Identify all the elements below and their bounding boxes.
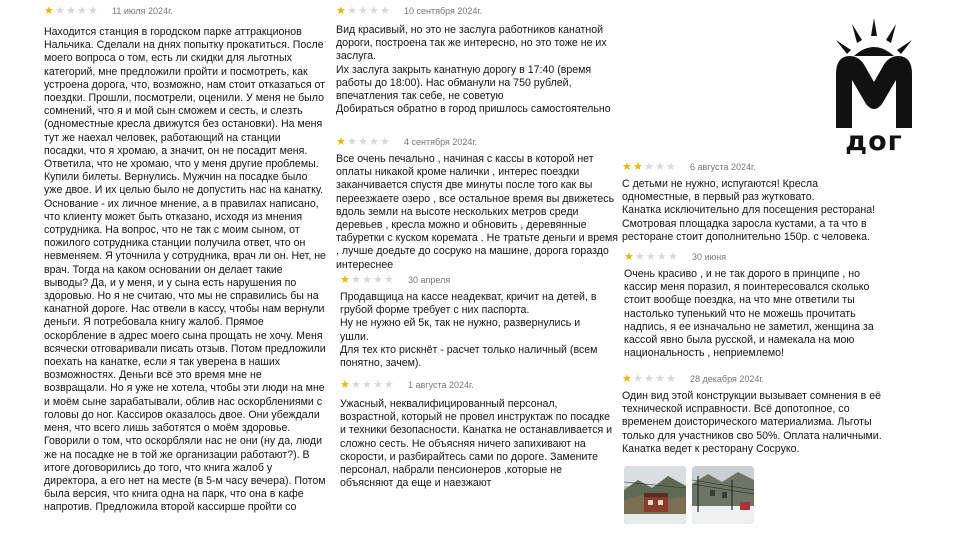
review-date: 4 сентября 2024г.: [404, 137, 478, 147]
review-card: [336, 4, 620, 132]
star-empty-icon: ★: [369, 5, 379, 17]
review-text: Ужасный, неквалифицированный персонал, возрастной, который не провел инструктаж по посадке и техники безопасности. Канатка не останавливается и сложно сесть. Не объясняя ничего запихивают на скорости, и разбирайтесь сами по дороге. Замените персонал, набрали пенсионеров ,которые не объясняют да еще и наезжают: [340, 398, 613, 490]
star-empty-icon: ★: [646, 251, 656, 263]
star-rating: [44, 6, 98, 16]
brand-logo: [826, 16, 922, 166]
star-empty-icon: ★: [351, 274, 361, 286]
review-date: 10 сентября 2024г.: [404, 6, 483, 16]
star-empty-icon: ★: [380, 136, 390, 148]
star-rating: [336, 137, 390, 147]
star-empty-icon: ★: [655, 161, 665, 173]
review-date: 1 августа 2024г.: [408, 380, 474, 390]
review-text: Все очень печально , начиная с кассы в которой нет оплаты никакой кроме налички , интерес поездки заканчивается спустя две минуты после того как вы переезжаете озеро , все остальное время вы движетесь вдоль земли на высоте нескольких метров среди деревьев , кресла можно и обновить , деревянные табуретки с куском коремата . Не тратьте деньги и время , лучше доедьте до сосруко на машине, дорога гораздо интереснее: [336, 153, 619, 271]
review-header: [44, 4, 326, 18]
star-empty-icon: ★: [88, 5, 98, 17]
review-header: [336, 4, 620, 18]
star-empty-icon: ★: [384, 274, 394, 286]
star-empty-icon: ★: [77, 5, 87, 17]
star-filled-icon: ★: [622, 373, 632, 385]
star-empty-icon: ★: [384, 379, 394, 391]
review-text: Продавщица на кассе неадекват, кричит на детей, в грубой форме требует с них паспорта. Ну не нужно ей 5к, так не нужно, развернулись и ушли. Для тех кто рискнёт - расчет только наличный (всем понятно, зачем).: [340, 291, 598, 370]
cable-car-line-photo: [692, 466, 754, 524]
review-date: 30 июня: [692, 252, 727, 262]
review-card: [336, 135, 620, 271]
star-empty-icon: ★: [666, 161, 676, 173]
star-empty-icon: ★: [55, 5, 65, 17]
review-card: [340, 273, 610, 373]
star-filled-icon: ★: [336, 5, 346, 17]
review-text: Один вид этой конструкции вызывает сомнения в её технической исправности. Всё допотопное, со временем доисторического материализма. Льготы только для участников сво 50%. Оплата наличными. Канатка ведет к ресторану Сосруко.: [622, 390, 882, 455]
star-empty-icon: ★: [369, 136, 379, 148]
review-date: 6 августа 2024г.: [690, 162, 756, 172]
star-filled-icon: ★: [340, 379, 350, 391]
review-card: [340, 378, 616, 506]
review-photo-thumbnail[interactable]: [692, 466, 754, 524]
star-filled-icon: ★: [44, 5, 54, 17]
star-empty-icon: ★: [351, 379, 361, 391]
star-empty-icon: ★: [373, 379, 383, 391]
review-card: [624, 250, 886, 362]
review-header: [340, 273, 610, 287]
star-empty-icon: ★: [655, 373, 665, 385]
review-header: [336, 135, 620, 149]
star-empty-icon: ★: [347, 5, 357, 17]
star-empty-icon: ★: [666, 373, 676, 385]
star-filled-icon: ★: [633, 161, 643, 173]
review-date: 11 июля 2024г.: [112, 6, 173, 16]
star-rating: [624, 252, 678, 262]
review-card: [622, 160, 886, 248]
review-header: [340, 378, 616, 392]
star-empty-icon: ★: [657, 251, 667, 263]
review-header: [624, 250, 886, 264]
review-text: Очень красиво , и не так дорого в принципе , но кассир меня поразил, я поинтересовался сколько стоит вообще поездка, на что мне ответили ты настолько тупенький что не можешь прочитать надпись, я ее изначально не заметил, женщина за кассой явно была русской, и намекала на мою национальность , неприемлемо!: [624, 268, 874, 360]
review-text: Вид красивый, но это не заслуга работников канатной дороги, построена так же интересно, но это тоже не их заслуга. Их заслуга закрыть канатную дорогу в 17:40 (время работы до 18:00). Нас обманули на 750 рублей, впечатления так себе, не советую Добираться обратно в город пришлось самостоятельно: [336, 24, 611, 116]
star-filled-icon: ★: [336, 136, 346, 148]
star-empty-icon: ★: [635, 251, 645, 263]
star-rating: [622, 162, 676, 172]
star-empty-icon: ★: [644, 373, 654, 385]
star-empty-icon: ★: [633, 373, 643, 385]
review-text: Находится станция в городском парке аттракционов Нальчика. Сделали на днях попытку прокатиться. После моего вопроса о том, есть ли скидки для льготных категорий, мне предложили пройти и посмотреть, как устроена дорога, что, возможно, нам стоит отказаться от поездки. Прошли, посмотрели, оценили. У меня не было сомнений, что я и мой сын сможем и сесть, и слезть (одноместные кресла движутся без остановки). На меня тут же наехал человек, работающий на станции посадки, что я хромаю, а значит, он не посадит меня. Ответила, что не хромаю, что у меня другие проблемы. Купили билеты. Вернулись. Мужчин на посадке было уже двое. И их целью было не допустить нас на канатку. Основание - их личное мнение, а в правилах написано, что клиенту может быть отказано, исходя из мнения сотрудника. На вопрос, что не так с моим сыном, от пожилого сотрудника станции получила ответ, что он невменяем. Я уточнила у сотрудника, врач ли он. Нет, не врач. Тогда на каком основании он делает такие выводы? Да, и у меня, и у сына есть нарушения по здоровью. Но я не считаю, что мы не справились бы на канатной дороге. Нас отвели в кассу, чтобы нам вернули деньги. Я потребовала книгу жалоб. Прямое оскорбление в адрес моего сына прощать не хочу. Меня всячески отговаривали писать отзыв. Потом предложили поехать на канатке, если я так уверена в наших возможностях. Деньги всё это время мне не возвращали. Но я уже не хотела, чтобы эти люди на мне и моём сыне зарабатывали, облив нас оскорблениями с головы до ног. Кассиров оказалось двое. Они убеждали меня, что всего лишь заботятся о моём здоровье. Говорили о том, что оскорбляли нас не они (ну да, люди же на посадке не в той же организации работают?). В итоге договорились до того, что книга жалоб у директора, а его нет на месте (в 5-м часу вечера). Потом была версия, что книга одна на парк, что она в кафе напротив. Предложила второй кассирше пройти со: [44, 26, 326, 514]
review-card: [44, 4, 326, 540]
star-empty-icon: ★: [362, 274, 372, 286]
star-empty-icon: ★: [358, 5, 368, 17]
star-filled-icon: ★: [624, 251, 634, 263]
star-empty-icon: ★: [380, 5, 390, 17]
star-empty-icon: ★: [373, 274, 383, 286]
star-rating: [622, 374, 676, 384]
star-rating: [340, 275, 394, 285]
star-filled-icon: ★: [622, 161, 632, 173]
cable-car-station-photo: [624, 466, 686, 524]
logo-text: дог: [845, 126, 903, 157]
star-rating: [336, 6, 390, 16]
review-card: [622, 372, 892, 462]
star-empty-icon: ★: [668, 251, 678, 263]
review-header: [622, 372, 892, 386]
star-empty-icon: ★: [358, 136, 368, 148]
star-empty-icon: ★: [66, 5, 76, 17]
review-photo-thumbnail[interactable]: [624, 466, 686, 524]
star-empty-icon: ★: [347, 136, 357, 148]
star-rating: [340, 380, 394, 390]
star-filled-icon: ★: [340, 274, 350, 286]
review-date: 28 декабря 2024г.: [690, 374, 765, 384]
star-empty-icon: ★: [362, 379, 372, 391]
review-date: 30 апреля: [408, 275, 451, 285]
star-empty-icon: ★: [644, 161, 654, 173]
review-text: С детьми не нужно, испугаются! Кресла одноместные, в первый раз жутковато. Канатка исключительно для посещения ресторана! Смотровая площадка заросла кустами, а та что в ресторане стоит дополнительно 150р. с человека.: [622, 178, 876, 243]
